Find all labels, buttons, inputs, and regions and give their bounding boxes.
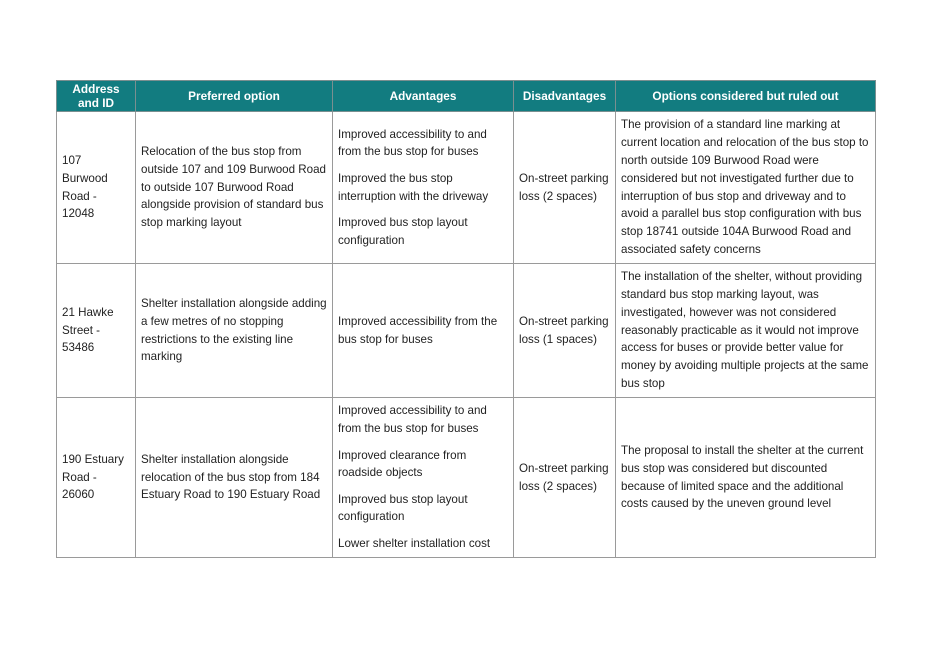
cell-preferred-option: Relocation of the bus stop from outside 107 and 109 Burwood Road to outside 107 Burwood Road alongside provision of standard bus stop marking layout	[136, 112, 333, 264]
advantage-item: Improved accessibility to and from the bus stop for buses	[338, 127, 487, 159]
header-options-ruled-out: Options considered but ruled out	[616, 81, 876, 112]
cell-advantages	[333, 112, 514, 264]
cell-address: 107 Burwood Road - 12048	[57, 112, 136, 264]
advantage-item: Improved clearance from roadside objects	[338, 448, 467, 480]
cell-address: 190 Estuary Road - 26060	[57, 398, 136, 558]
advantage-item: Improved bus stop layout configuration	[338, 215, 468, 247]
header-preferred-option: Preferred option	[136, 81, 333, 112]
cell-preferred-option: Shelter installation alongside relocation of the bus stop from 184 Estuary Road to 190 Estuary Road	[136, 398, 333, 558]
cell-disadvantages: On-street parking loss (2 spaces)	[514, 398, 616, 558]
advantage-item: Improved bus stop layout configuration	[338, 492, 468, 524]
cell-options-ruled-out: The proposal to install the shelter at the current bus stop was considered but discounted because of limited space and the additional costs caused by the uneven ground level	[616, 398, 876, 558]
cell-preferred-option: Shelter installation alongside adding a few metres of no stopping restrictions to the existing line marking	[136, 264, 333, 398]
cell-options-ruled-out: The provision of a standard line marking at current location and relocation of the bus stop to north outside 109 Burwood Road were considered but not investigated further due to interruption of bus stop and driveway and to avoid a parallel bus stop configuration with bus stop 18741 outside 104A Burwood Road and associated safety concerns	[616, 112, 876, 264]
table-row	[57, 112, 876, 264]
bus-stop-options-table	[56, 80, 876, 558]
cell-advantages	[333, 264, 514, 398]
cell-address: 21 Hawke Street - 53486	[57, 264, 136, 398]
header-disadvantages: Disadvantages	[514, 81, 616, 112]
table-row	[57, 264, 876, 398]
cell-disadvantages: On-street parking loss (2 spaces)	[514, 112, 616, 264]
header-address-and-id: Address and ID	[57, 81, 136, 112]
cell-disadvantages: On-street parking loss (1 spaces)	[514, 264, 616, 398]
advantage-item: Improved the bus stop interruption with the driveway	[338, 171, 489, 203]
table-header-row	[57, 81, 876, 112]
table-row	[57, 398, 876, 558]
cell-options-ruled-out: The installation of the shelter, without providing standard bus stop marking layout, was investigated, however was not considered reasonably practicable as it would not improve access for buses or provide better value for money by avoiding multiple projects at the same bus stop	[616, 264, 876, 398]
advantage-item: Improved accessibility to and from the bus stop for buses	[338, 404, 487, 436]
advantage-item: Lower shelter installation cost	[338, 536, 491, 550]
advantage-item: Improved accessibility from the bus stop for buses	[338, 314, 498, 346]
cell-advantages	[333, 398, 514, 558]
header-advantages: Advantages	[333, 81, 514, 112]
